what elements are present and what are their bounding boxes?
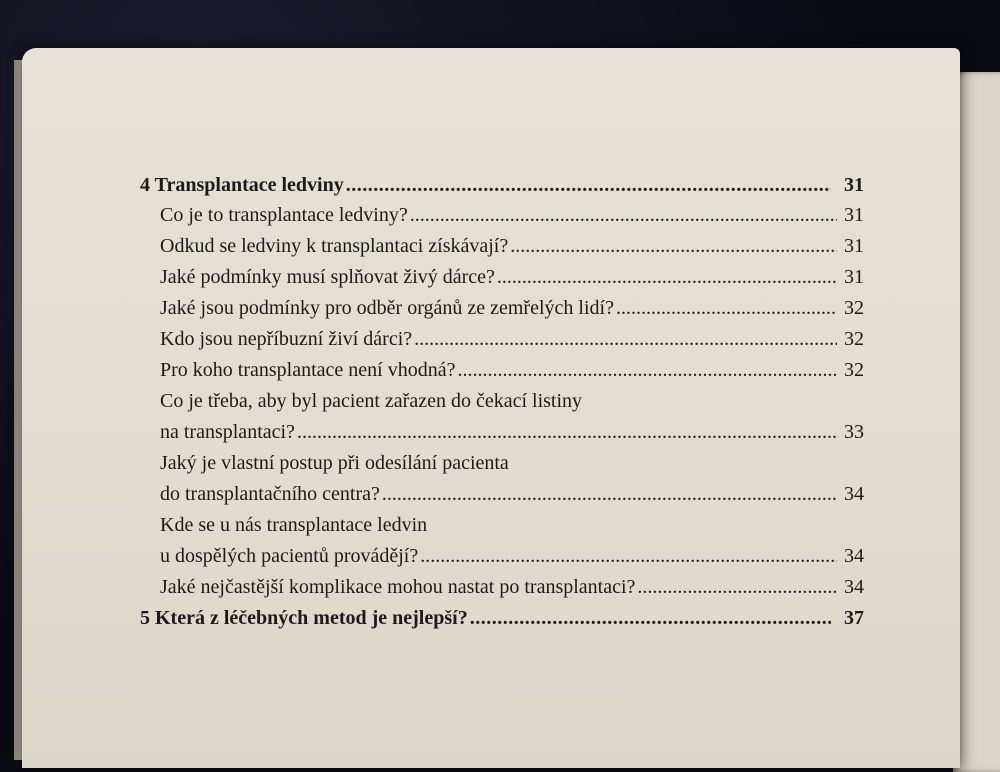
facing-page xyxy=(953,72,1000,772)
toc-entry-title: Kdo jsou nepříbuzní živí dárci? xyxy=(160,328,413,350)
toc-page-number: 32 xyxy=(844,328,864,350)
toc-entry-title: 5 Která z léčebných metod je nejlepší? xyxy=(140,607,468,629)
toc-page-number: 32 xyxy=(844,297,864,319)
toc-entry-title: Co je to transplantace ledviny? xyxy=(160,204,408,226)
toc-entry-title: Pro koho transplantace není vhodná? xyxy=(160,359,456,381)
toc-entry-title: 4 Transplantace ledviny xyxy=(140,174,344,196)
leader-dots xyxy=(497,262,837,293)
toc-entry-first-line xyxy=(160,510,864,541)
leader-dots xyxy=(470,603,831,633)
toc-page-number: 31 xyxy=(844,174,864,196)
toc-entry-title: Odkud se ledviny k transplantaci získávají? xyxy=(160,235,509,257)
toc-entry[interactable] xyxy=(160,231,864,262)
toc-chapter-4[interactable] xyxy=(140,170,864,200)
leader-dots xyxy=(414,324,837,355)
toc-entry-title: Jaké nejčastější komplikace mohou nastat po transplantaci? xyxy=(160,576,636,598)
toc-entry-title-line1: Jaký je vlastní postup při odesílání pacienta xyxy=(160,452,509,474)
leader-dots xyxy=(420,541,837,572)
toc-entry-first-line xyxy=(160,448,864,479)
toc-page-number: 34 xyxy=(844,545,864,567)
toc-entry-first-line xyxy=(160,386,864,417)
leader-dots xyxy=(616,293,837,324)
toc-page-number: 34 xyxy=(844,483,864,505)
toc-page-number: 31 xyxy=(844,204,864,226)
toc-entry-title-line1: Co je třeba, aby byl pacient zařazen do čekací listiny xyxy=(160,390,583,412)
leader-dots xyxy=(637,572,837,603)
toc-entry-title: u dospělých pacientů provádějí? xyxy=(160,545,419,567)
toc-entry[interactable] xyxy=(160,293,864,324)
toc-entry[interactable] xyxy=(160,479,864,510)
toc-entry-title: do transplantačního centra? xyxy=(160,483,380,505)
toc-page-number: 37 xyxy=(844,607,864,629)
leader-dots xyxy=(346,170,831,200)
toc-page-number: 32 xyxy=(844,359,864,381)
toc-page-number: 34 xyxy=(844,576,864,598)
leader-dots xyxy=(510,231,837,262)
toc-entry[interactable] xyxy=(160,355,864,386)
toc-entry[interactable] xyxy=(160,200,864,231)
toc-entry[interactable] xyxy=(160,324,864,355)
table-of-contents xyxy=(140,170,864,633)
toc-entry[interactable] xyxy=(160,541,864,572)
toc-page-number: 33 xyxy=(844,421,864,443)
toc-entry[interactable] xyxy=(160,417,864,448)
toc-page-number: 31 xyxy=(844,266,864,288)
toc-entry-title: Jaké jsou podmínky pro odběr orgánů ze zemřelých lidí? xyxy=(160,297,614,319)
toc-chapter-5[interactable] xyxy=(140,603,864,633)
leader-dots xyxy=(410,200,837,231)
toc-entry[interactable] xyxy=(160,262,864,293)
toc-entry[interactable] xyxy=(160,572,864,603)
toc-page-number: 31 xyxy=(844,235,864,257)
leader-dots xyxy=(382,479,837,510)
leader-dots xyxy=(457,355,837,386)
toc-entry-title-line1: Kde se u nás transplantace ledvin xyxy=(160,514,428,536)
leader-dots xyxy=(297,417,837,448)
toc-entry-title: Jaké podmínky musí splňovat živý dárce? xyxy=(160,266,495,288)
toc-entry-title: na transplantaci? xyxy=(160,421,295,443)
